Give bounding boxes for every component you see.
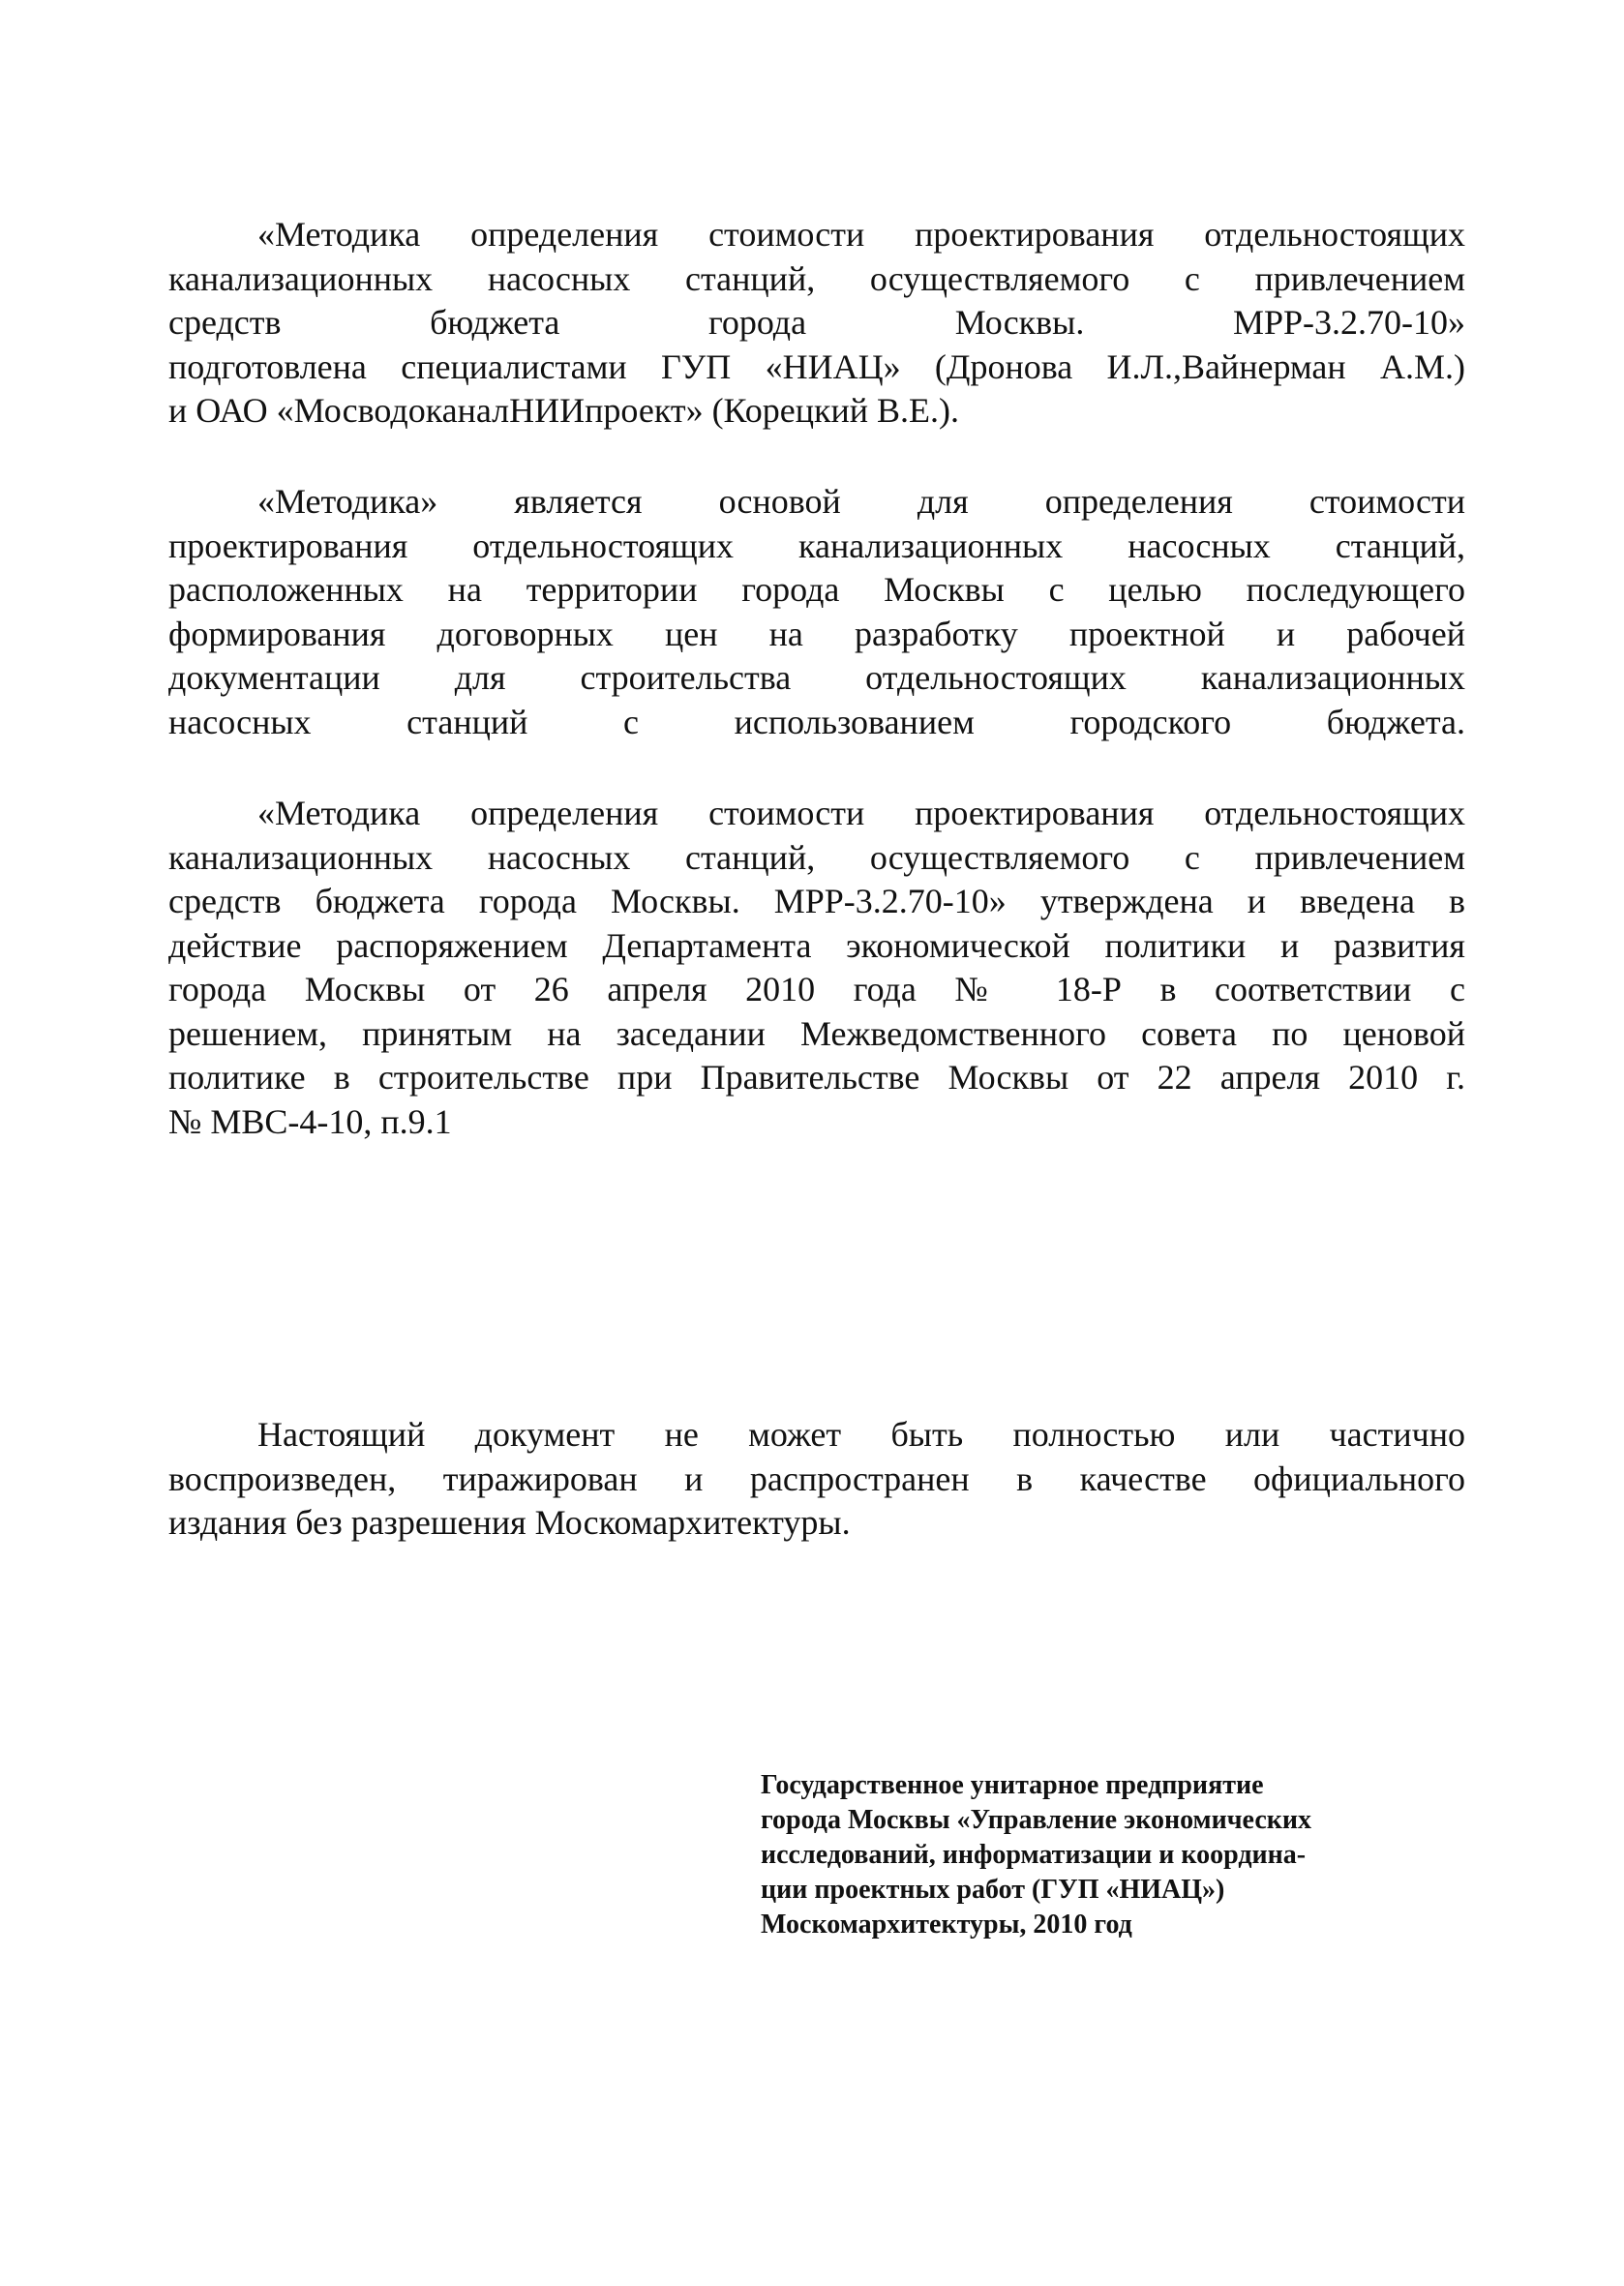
paragraph-line: средств бюджета города Москвы. МРР-3.2.70-10» утверждена и введена в — [168, 882, 1465, 920]
paragraph-line: проектирования отдельностоящих канализационных насосных станций, — [168, 526, 1465, 565]
notice-line: Настоящий документ не может быть полностью или частично — [257, 1415, 1465, 1454]
paragraph-line: решением, принятым на заседании Межведомственного совета по ценовой — [168, 1013, 1465, 1053]
paragraph-line: формирования договорных цен на разработку проектной и рабочей — [168, 614, 1465, 653]
notice-line: воспроизведен, тиражирован и распространен в качестве официального — [168, 1459, 1465, 1498]
signature-line: Государственное унитарное предприятие — [761, 1770, 1264, 1800]
paragraph-line: политике в строительстве при Правительстве Москвы от 22 апреля 2010 г. — [168, 1058, 1465, 1097]
approval-paragraph — [168, 792, 1465, 1144]
signature-line: ции проектных работ (ГУП «НИАЦ») — [761, 1875, 1225, 1905]
signature-line: исследований, информатизации и координа- — [761, 1840, 1307, 1870]
paragraph-line: действие распоряжением Департамента экономической политики и развития — [168, 925, 1465, 965]
paragraph-line: насосных станций с использованием городского бюджета. — [168, 702, 1465, 741]
publisher-signature — [761, 1768, 1458, 1942]
paragraph-line: документации для строительства отдельностоящих канализационных — [168, 658, 1465, 697]
signature-line: Москомархитектуры, 2010 год — [761, 1910, 1132, 1940]
paragraph-line: «Методика» является основой для определения стоимости — [257, 482, 1465, 521]
copyright-notice — [168, 1413, 1465, 1546]
signature-line: города Москвы «Управление экономических — [761, 1805, 1312, 1835]
paragraph-line: средств бюджета города Москвы. МРР-3.2.70-10» — [168, 303, 1465, 342]
paragraph-line: канализационных насосных станций, осуществляемого с привлечением — [168, 837, 1465, 877]
paragraph-line: города Москвы от 26 апреля 2010 года № 18-Р в соответствии с — [168, 970, 1465, 1008]
paragraph-line: «Методика определения стоимости проектирования отдельностоящих — [257, 794, 1465, 832]
paragraph-line: подготовлена специалистами ГУП «НИАЦ» (Дронова И.Л.,Вайнерман А.М.) — [168, 346, 1465, 386]
purpose-paragraph — [168, 480, 1465, 744]
paragraph-line: № МВС-4-10, п.9.1 — [168, 1101, 452, 1141]
paragraph-line: канализационных насосных станций, осуществляемого с привлечением — [168, 258, 1465, 298]
paragraph-line: «Методика определения стоимости проектирования отдельностоящих — [257, 215, 1465, 254]
paragraph-line: и ОАО «МосводоканалНИИпроект» (Корецкий В.Е.). — [168, 391, 960, 430]
paragraph-line: расположенных на территории города Москвы с целью последующего — [168, 570, 1465, 609]
notice-line: издания без разрешения Москомархитектуры. — [168, 1503, 851, 1542]
authors-paragraph — [168, 213, 1465, 434]
